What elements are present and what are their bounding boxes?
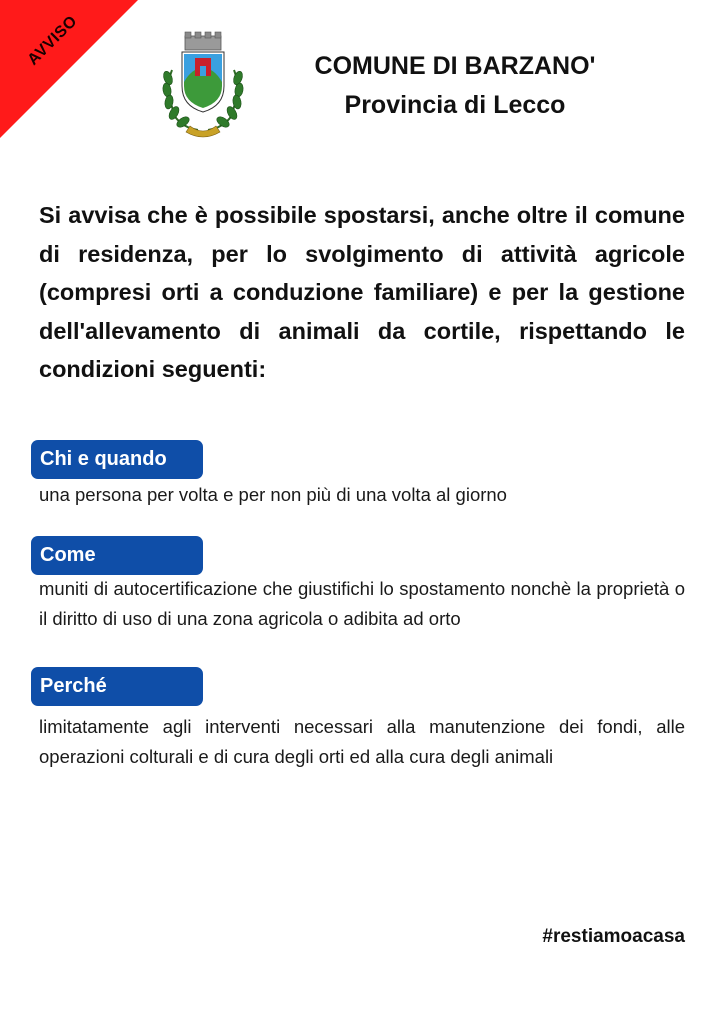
intro-paragraph: Si avvisa che è possibile spostarsi, anche oltre il comune di residenza, per lo svolgimento di attività agricole (compresi orti a conduzione familiare) e per la gestione dell'allevamento di animali da cortile, rispettando le condizioni seguenti: <box>39 202 685 382</box>
section-heading-come: Come <box>31 536 203 575</box>
province-subtitle: Provincia di Lecco <box>344 91 566 119</box>
section-body-chi-e-quando: una persona per volta e per non più di una volta al giorno <box>39 484 507 505</box>
section-heading-perche: Perché <box>31 667 203 706</box>
municipality-title: COMUNE DI BARZANO' <box>314 52 596 80</box>
section-body-come: muniti di autocertificazione che giustifichi lo spostamento nonchè la proprietà o il diritto di uso di una zona agricola o adibita ad orto <box>39 578 685 629</box>
hashtag-restiamoacasa: #restiamoacasa <box>542 926 685 947</box>
section-body-perche: limitatamente agli interventi necessari alla manutenzione dei fondi, alle operazioni colturali e di cura degli orti ed alla cura degli animali <box>39 716 685 767</box>
section-heading-chi-e-quando: Chi e quando <box>31 440 203 479</box>
coat-of-arms-icon <box>158 30 248 138</box>
avviso-label: AVVISO <box>24 12 81 69</box>
avviso-corner-banner <box>0 0 140 140</box>
